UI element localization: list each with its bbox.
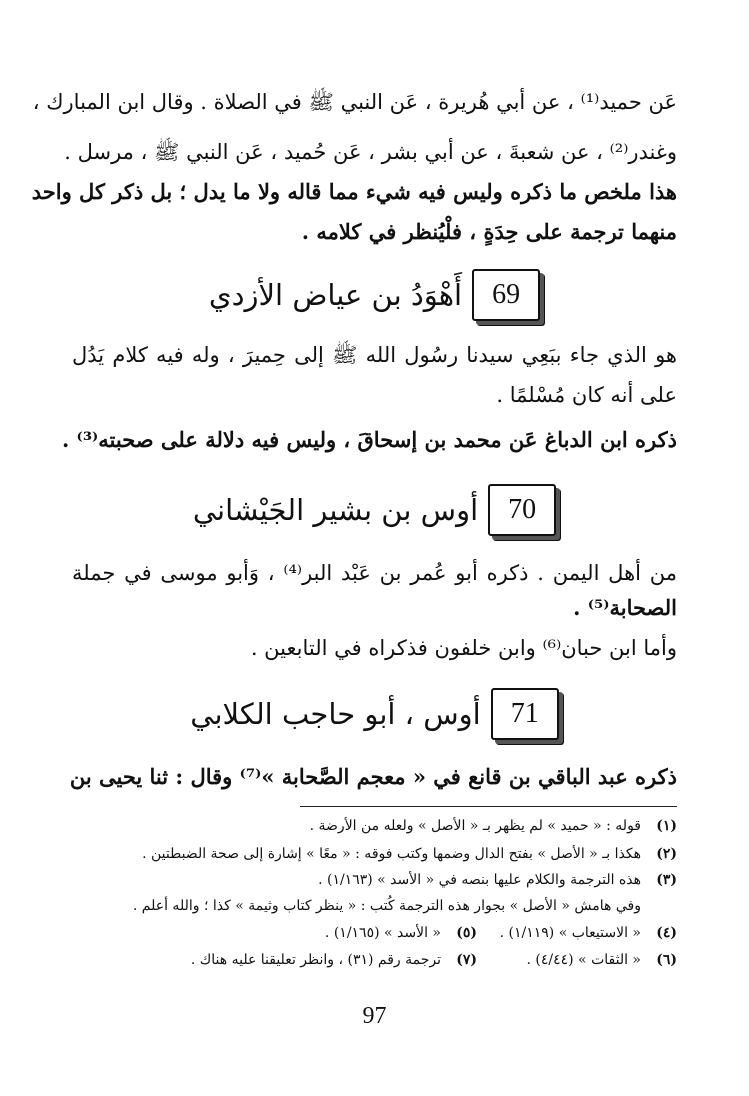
intro-line-3: هذا ملخص ما ذكره وليس فيه شيء مما قاله ولا ما يدل ؛ بل ذكر كل واحد — [31, 179, 677, 204]
entry-title: أوس بن بشير الجَيْشاني — [192, 493, 479, 527]
footnote-text: قوله : « حميد » لم يظهر بـ « الأصل » ولعله من الأرضة . — [309, 818, 641, 834]
footnote-text: « الثقات » (٤/٤٤) . — [526, 952, 641, 968]
entry-69-line-2: على أنه كان مُسْلمًا . — [496, 383, 677, 407]
footnote-number: (١) — [656, 818, 677, 834]
footnote-row-6-7 — [72, 949, 677, 971]
entry-title: أَهْوَدُ بن عياض الأزدي — [208, 278, 463, 312]
intro-line-1: عَن حميد⁽¹⁾ ، عن أبي هُريرة ، عَن النبي ﷺ في الصلاة . وقال ابن المبارك ، — [32, 90, 677, 114]
entry-number-box: 71 — [491, 688, 559, 740]
footnote-text: هذه الترجمة والكلام عليها بنصه في « الأسد » (١/١٦٣) . — [318, 872, 641, 888]
footnote-3-continued — [133, 895, 677, 917]
entry-number-box: 69 — [472, 269, 540, 321]
entry-70-line-2: الصحابة⁽⁵⁾ . — [573, 595, 677, 620]
entry-71-line-1: ذكره عبد الباقي بن قانع في « معجم الصَّحابة »⁽⁷⁾ وقال : ثنا يحيى بن — [69, 764, 677, 789]
footnote-6 — [477, 949, 677, 971]
footnote-row-4-5 — [72, 922, 677, 944]
entry-70-line-1: من أهل اليمن . ذكره أبو عُمر بن عَبْد البر⁽⁴⁾ ، وَأبو موسى في جملة — [72, 561, 677, 585]
entry-69-line-3: ذكره ابن الدباغ عَن محمد بن إسحاقَ ، وليس فيه دلالة على صحبته⁽³⁾ . — [61, 427, 677, 452]
footnote-text: وفي هامش « الأصل » بجوار هذه الترجمة كُتب : « ينظر كتاب وثيمة » كذا ؛ والله أعلم . — [132, 898, 641, 914]
footnote-separator — [300, 806, 677, 807]
entry-title: أوس ، أبو حاجب الكلابي — [190, 697, 481, 731]
footnote-number: (٧) — [456, 952, 477, 968]
entry-heading-71 — [0, 684, 749, 744]
entry-heading-69 — [0, 265, 749, 325]
footnote-3 — [318, 869, 677, 891]
footnote-number: (٢) — [656, 846, 677, 862]
entry-69-line-1: هو الذي جاء ببَعِي سيدنا رسُول الله ﷺ إلى حِميرَ ، وله فيه كلام يَدُل — [72, 343, 677, 367]
footnote-text: « الأسد » (١/١٦٥) . — [324, 925, 441, 941]
footnote-7 — [191, 949, 477, 971]
footnote-text: « الاستيعاب » (١/١١٩) . — [499, 925, 641, 941]
footnote-number: (٦) — [656, 952, 677, 968]
entry-number-box: 70 — [488, 484, 556, 536]
footnote-4 — [477, 922, 677, 944]
footnote-5 — [325, 922, 477, 944]
footnote-text: ترجمة رقم (٣١) ، وانظر تعليقنا عليه هناك . — [190, 952, 441, 968]
entry-70-line-3: وأما ابن حبان⁽⁶⁾ وابن خلفون فذكراه في التابعين . — [250, 636, 677, 660]
footnote-text: هكذا بـ « الأصل » بفتح الدال وضمها وكتب فوقه : « معًا » إشارة إلى صحة الضبطتين . — [142, 846, 641, 862]
footnote-1 — [310, 815, 677, 837]
footnote-number: (٤) — [656, 925, 677, 941]
entry-heading-70 — [0, 480, 749, 540]
page-number: 97 — [362, 1003, 387, 1029]
intro-line-4: منهما ترجمة على حِدَةٍ ، فلْيُنظر في كلامه . — [301, 219, 677, 244]
footnote-2 — [142, 843, 677, 865]
footnote-number: (٥) — [456, 925, 477, 941]
footnote-number: (٣) — [656, 872, 677, 888]
intro-line-2: وغندر⁽²⁾ ، عن شعبةَ ، عن أبي بشر ، عَن حُميد ، عَن النبي ﷺ ، مرسل . — [64, 140, 677, 164]
